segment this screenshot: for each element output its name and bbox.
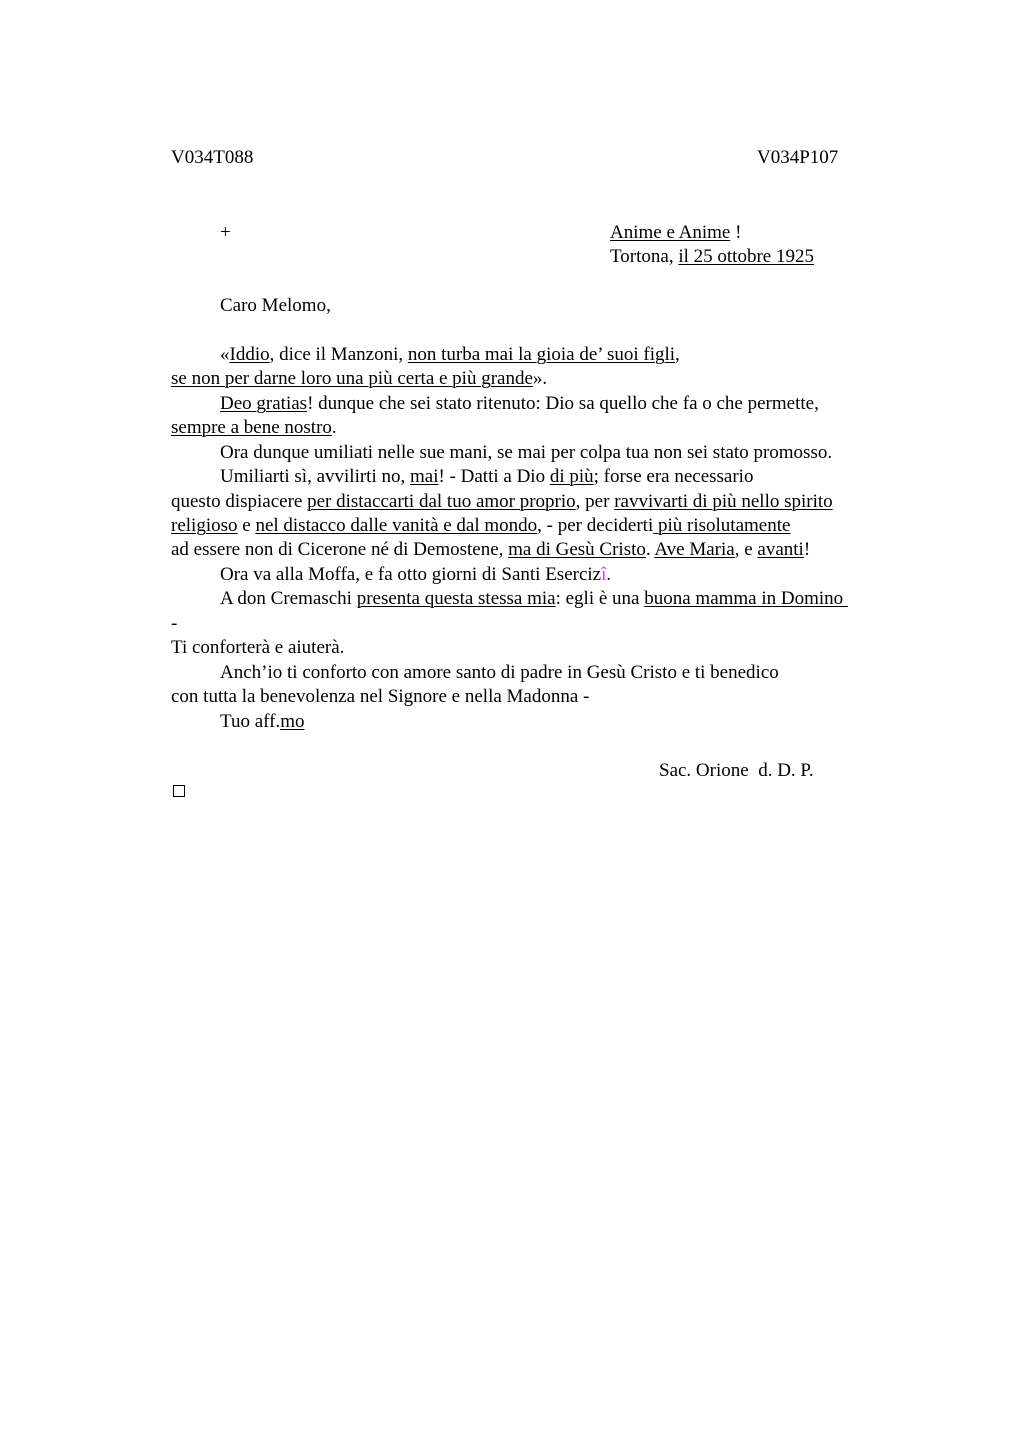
body-line-9: [171, 538, 810, 562]
body-line-8: [171, 514, 790, 538]
date-text: il 25 ottobre 1925: [678, 246, 814, 267]
text-segment: .: [331, 417, 337, 438]
body-line-15: con tutta la benevolenza nel Signore e nella Madonna -: [171, 686, 590, 707]
body-line-7: [171, 490, 833, 514]
text-segment: !: [803, 539, 811, 560]
underlined-segment: di più: [549, 466, 594, 487]
body-line-12: -: [171, 613, 178, 634]
body-line-13: Ti conforterà e aiuterà.: [171, 637, 345, 658]
underlined-segment: mo: [280, 711, 305, 732]
underlined-segment: religioso: [171, 515, 238, 536]
underlined-segment: ravvivarti di più nello spirito: [614, 491, 833, 512]
text-segment: .: [606, 564, 612, 585]
underlined-segment: più risolutamente: [653, 515, 791, 536]
text-segment: A don Cremaschi: [220, 588, 357, 609]
highlighted-char: î: [601, 564, 607, 585]
text-segment: «: [220, 344, 230, 365]
body-line-1: [220, 343, 680, 367]
underlined-segment: Deo gratias: [220, 393, 308, 414]
text-segment: , dice il Manzoni,: [269, 344, 408, 365]
body-line-4: [171, 416, 337, 440]
underlined-segment: mai: [409, 466, 439, 487]
body-line-14: Anch’io ti conforto con amore santo di padre in Gesù Cristo e ti benedico: [220, 662, 779, 683]
text-segment: , e: [734, 539, 758, 560]
text-segment: ,: [675, 344, 680, 365]
underlined-segment: nel distacco dalle vanità e dal mondo: [255, 515, 538, 536]
underlined-segment: ma di Gesù Cristo: [508, 539, 646, 560]
cross-mark: +: [220, 222, 231, 243]
heading-title-suffix: !: [730, 222, 742, 243]
text-segment: ; forse era necessario: [593, 466, 754, 487]
text-segment: Tuo aff.: [220, 711, 281, 732]
body-line-2: [171, 367, 547, 391]
underlined-segment: per distaccarti dal tuo amor proprio: [307, 491, 576, 512]
document-code-left: V034T088: [171, 147, 254, 168]
body-line-6: [220, 465, 753, 489]
letter-place-date: [610, 245, 814, 269]
text-segment: questo dispiacere: [171, 491, 308, 512]
text-segment: e: [237, 515, 256, 536]
heading-title-text: Anime e Anime: [610, 222, 731, 243]
text-segment: : egli è una: [555, 588, 645, 609]
body-line-11: [220, 587, 848, 611]
body-line-5: Ora dunque umiliati nelle sue mani, se mai per colpa tua non sei stato promosso.: [220, 442, 833, 463]
underlined-segment: se non per darne loro una più certa e più grande: [171, 368, 533, 389]
signature: Sac. Orione d. D. P.: [659, 760, 814, 781]
closing-line: [220, 710, 304, 734]
text-segment: .: [645, 539, 655, 560]
text-segment: ! - Datti a Dio: [438, 466, 550, 487]
body-line-10: [220, 563, 611, 587]
text-segment: ad essere non di Cicerone né di Demostene,: [171, 539, 509, 560]
letter-heading-title: [610, 221, 741, 245]
document-code-right: V034P107: [757, 147, 839, 168]
body-line-3: [220, 392, 819, 416]
text-segment: , per: [575, 491, 615, 512]
end-square-icon: [173, 785, 185, 797]
text-segment: , - per deciderti: [537, 515, 654, 536]
text-segment: Ora va alla Moffa, e fa otto giorni di Santi Eserciz: [220, 564, 602, 585]
place-text: Tortona,: [610, 246, 679, 267]
underlined-segment: Iddio: [229, 344, 270, 365]
underlined-segment: sempre a bene nostro: [171, 417, 332, 438]
underlined-segment: avanti: [757, 539, 804, 560]
text-segment: ».: [532, 368, 548, 389]
underlined-segment: Ave Maria: [654, 539, 735, 560]
text-segment: ! dunque che sei stato ritenuto: Dio sa quello che fa o che permette,: [307, 393, 819, 414]
underlined-segment: non turba mai la gioia de’ suoi figli: [407, 344, 676, 365]
underlined-segment: presenta questa stessa mia: [356, 588, 556, 609]
salutation: Caro Melomo,: [220, 295, 331, 316]
text-segment: Umiliarti sì, avvilirti no,: [220, 466, 410, 487]
underlined-segment: buona mamma in Domino: [644, 588, 848, 609]
